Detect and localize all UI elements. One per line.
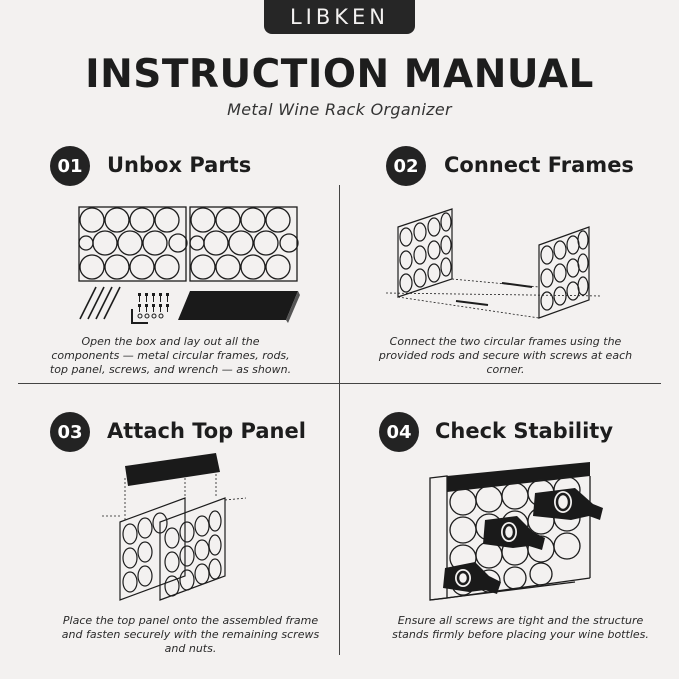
step-2-connect-illustration <box>384 205 609 325</box>
step-2-description: Connect the two circular frames using the provided rods and secure with screws at each corner. <box>378 335 633 376</box>
brand-logo: LIBKEN <box>264 0 415 34</box>
step-3-description: Place the top panel onto the assembled frame and fasten securely with the remaining screws and nuts. <box>61 614 320 655</box>
step-4-description: Ensure all screws are tight and the structure stands firmly before placing your wine bottles. <box>392 614 649 641</box>
step-1-number: 01 <box>50 146 90 186</box>
step-2-title: Connect Frames <box>444 153 634 177</box>
horizontal-divider <box>18 383 661 384</box>
step-4-stability-illustration <box>425 458 605 608</box>
step-4-title: Check Stability <box>435 419 614 443</box>
step-1-title: Unbox Parts <box>107 153 252 177</box>
step-4-number: 04 <box>379 412 419 452</box>
step-2-number: 02 <box>386 146 426 186</box>
step-1-parts-illustration <box>78 205 308 330</box>
page-title: INSTRUCTION MANUAL <box>85 52 594 97</box>
step-3-title: Attach Top Panel <box>107 419 306 443</box>
step-3-top-panel-illustration <box>100 448 250 608</box>
step-1-description: Open the box and lay out all the components — metal circular frames, rods, top panel, screws, and wrench — as shown. <box>49 335 292 376</box>
vertical-divider <box>339 185 340 655</box>
step-3-number: 03 <box>50 412 90 452</box>
page-subtitle: Metal Wine Rack Organizer <box>227 100 452 119</box>
